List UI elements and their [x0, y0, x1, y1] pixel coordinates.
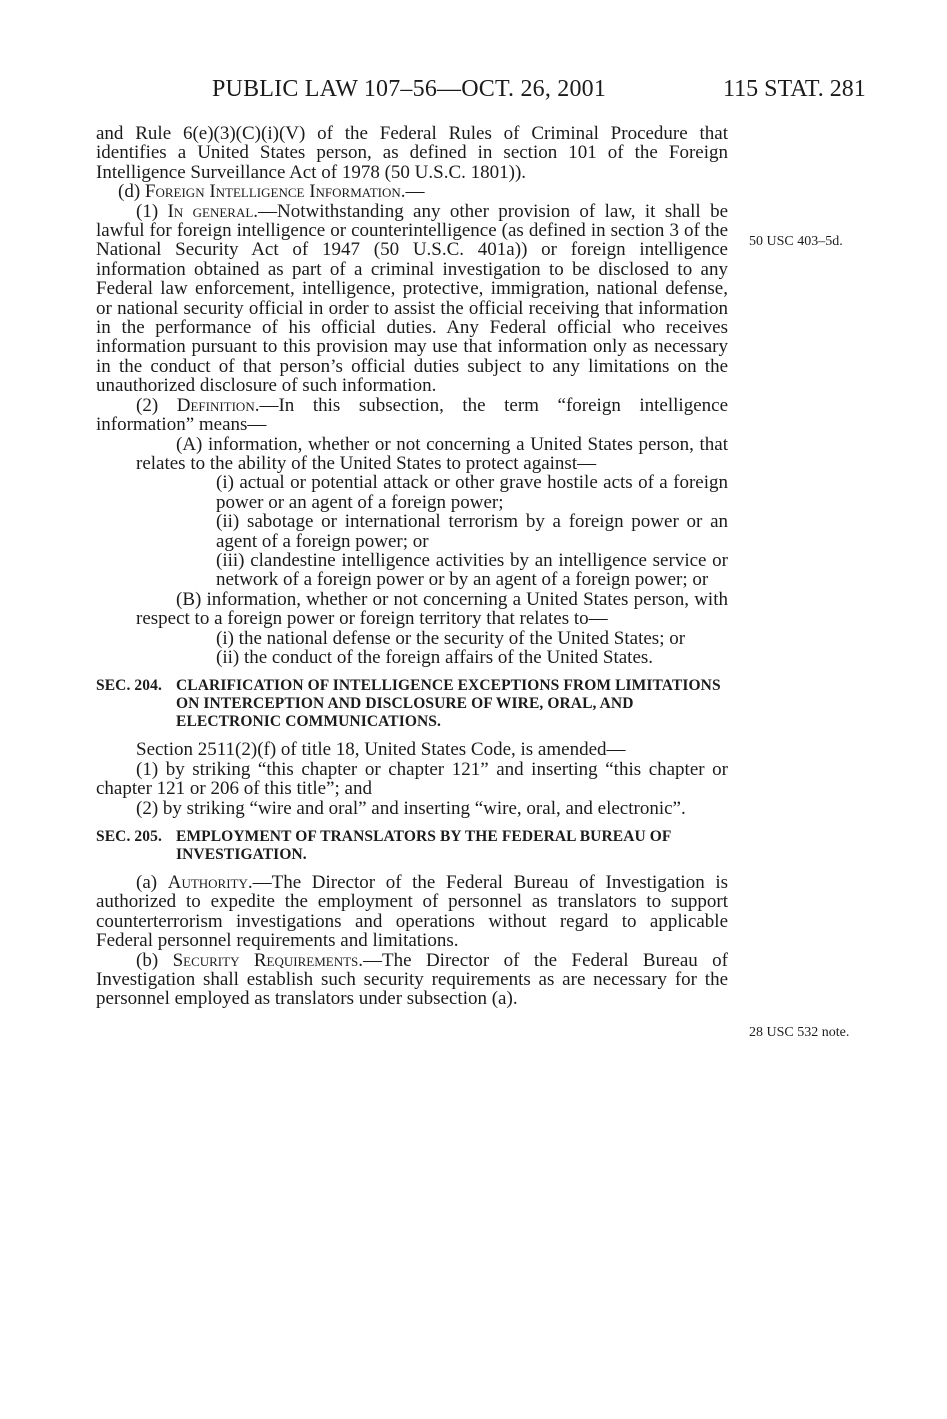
clause-b-ii [96, 648, 728, 667]
intro-paragraph: and Rule 6(e)(3)(C)(i)(V) of the Federal Rules of Criminal Procedure that identifies a United States person, as defined in section 101 of the Foreign Intelligence Surveillance Act of 1978 (50 U.S.C. 1801)). [96, 123, 728, 183]
paragraph-d2 [96, 396, 728, 435]
margin-note-usc-403: 50 USC 403–5d. [749, 234, 843, 249]
clause-a-iii-text: (iii) clandestine intelligence activities by an intelligence service or network of a foreign power or by an agent of a foreign power; or [216, 549, 728, 591]
paragraph-d1-label: (1) [136, 200, 168, 222]
clause-b: (B) information, whether or not concerning a United States person, with respect to a foreign power or foreign territory that relates to— [136, 588, 728, 630]
running-header-title: PUBLIC LAW 107–56—OCT. 26, 2001 [212, 76, 607, 102]
page-number: 115 STAT. 281 [723, 76, 866, 102]
paragraph-d1-heading: In general.— [167, 200, 278, 222]
subsection-b-heading: Security Requirements.— [172, 949, 383, 971]
clause-b-i-text: (i) the national defense or the security of the United States; or [216, 627, 686, 649]
subsection-b-label: (b) [136, 949, 173, 971]
clause-a: (A) information, whether or not concerning a United States person, that relates to the ability of the United States to protect against— [136, 433, 728, 474]
clause-a-iii [96, 551, 728, 590]
subsection-d-title: Foreign Intelligence Information.— [144, 181, 425, 203]
subsection-a-heading: Authority.— [167, 872, 272, 893]
section-204-item-2: (2) by striking “wire and oral” and inserting “wire, oral, and electronic”. [136, 797, 686, 819]
section-205-number: SEC. 205. [96, 828, 162, 845]
section-204-item-1: (1) by striking “this chapter or chapter 121” and inserting “this chapter or chapter 121 or 206 of this title”; and [96, 758, 728, 800]
subsection-d-heading [96, 182, 728, 201]
margin-note-usc-532: 28 USC 532 note. [749, 1025, 850, 1040]
paragraph-d1-text: Notwithstanding any other provision of law, it shall be lawful for foreign intelligence or counterintelligence (as defined in section 3 of the National Security Act of 1947 (50 U.S.C. 401a)) or foreign intelligence information obtained as part of a criminal investigation to be disclosed to any Federal law enforcement, intelligence, protective, immigration, national defense, or national security official in order to assist the official receiving that information in the performance of his official duties. Any Federal official who receives information pursuant to this provision may use that information only as necessary in the conduct of that person’s official duties subject to any limitations on the unauthorized disclosure of such information. [96, 200, 729, 397]
clause-b-ii-text: (ii) the conduct of the foreign affairs of the United States. [216, 646, 654, 668]
document-body [96, 124, 728, 1009]
section-204-number: SEC. 204. [96, 677, 162, 695]
paragraph-d2-label: (2) [136, 394, 177, 416]
paragraph-d1 [96, 202, 728, 396]
section-204-title: CLARIFICATION OF INTELLIGENCE EXCEPTIONS FROM LIMITATIONS ON INTERCEPTION AND DISCLOSURE OF WIRE, ORAL, AND ELECTRONIC COMMUNICATIONS. [176, 677, 721, 731]
subsection-a-label: (a) [136, 872, 168, 893]
subsection-a-text: The Director of the Federal Bureau of Investigation is authorized to expedite the employment of personnel as translators to support counterterrorism investigations and operations without regard to applicable Federal personnel requirements and limitations. [96, 872, 729, 952]
clause-b-i [96, 629, 728, 648]
clause-a-ii [96, 512, 728, 551]
paragraph-d2-heading: Definition.— [176, 394, 279, 416]
subsection-b-text: The Director of the Federal Bureau of Investigation shall establish such security requirements as are necessary for the personnel employed as translators under subsection (a). [96, 949, 728, 1010]
section-204-intro: Section 2511(2)(f) of title 18, United States Code, is amended— [136, 739, 626, 761]
section-205-heading [96, 828, 728, 864]
section-205-title: EMPLOYMENT OF TRANSLATORS BY THE FEDERAL BUREAU OF INVESTIGATION. [176, 828, 671, 863]
clause-a-ii-text: (ii) sabotage or international terrorism by a foreign power or an agent of a foreign power; or [216, 511, 728, 552]
section-204-heading [96, 677, 728, 731]
clause-a-i [96, 473, 728, 512]
section-205-subsection-a [96, 873, 728, 951]
subsection-d-label: (d) [118, 181, 145, 203]
paragraph-d2-text: In this subsection, the term “foreign intelligence information” means— [96, 394, 728, 436]
section-205-subsection-b [96, 951, 728, 1009]
clause-a-i-text: (i) actual or potential attack or other grave hostile acts of a foreign power or an agent of a foreign power; [216, 472, 728, 513]
